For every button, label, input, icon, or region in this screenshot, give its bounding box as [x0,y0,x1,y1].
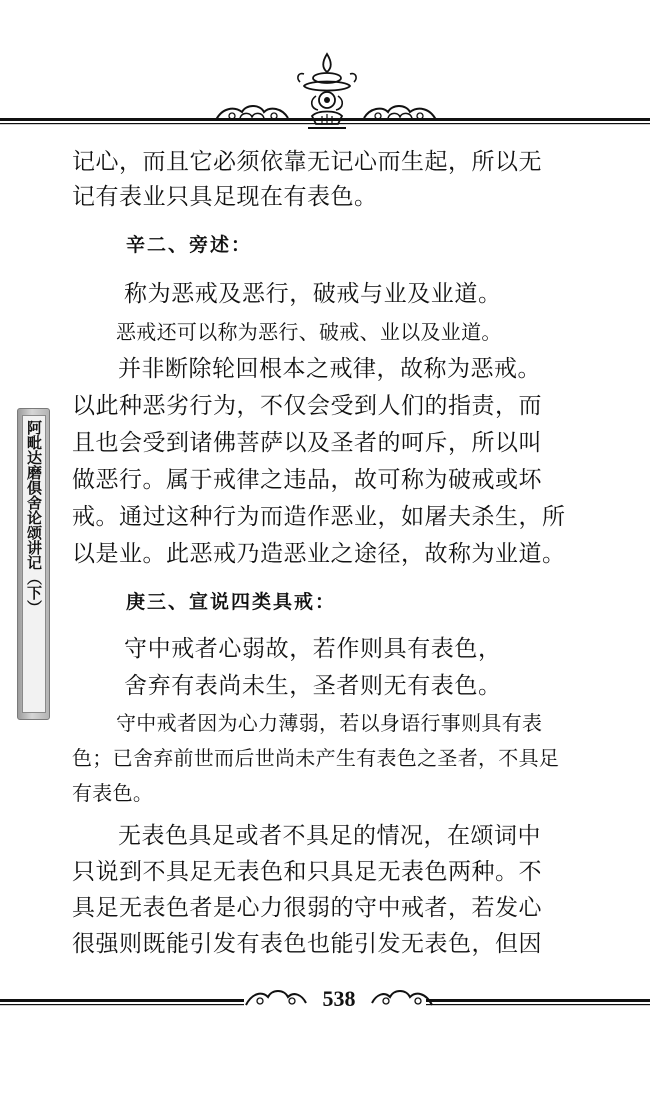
verse-line: 称为恶戒及恶行，破戒与业及业道。 [124,281,502,307]
side-title-frame [22,415,46,713]
paragraph-line: 很强则既能引发有表色也能引发无表色，但因 [72,931,542,957]
paragraph-line: 以此种恶劣行为，不仅会受到人们的指责，而 [72,393,542,419]
paragraph-line: 无表色具足或者不具足的情况，在颂词中 [118,823,541,849]
commentary-line: 恶戒还可以称为恶行、破戒、业以及业道。 [116,320,502,344]
paragraph-line: 并非断除轮回根本之戒律，故称为恶戒。 [118,356,541,382]
footer-rule [0,998,244,1008]
paragraph-line: 只说到不具足无表色和只具足无表色两种。不 [72,859,542,885]
commentary-line: 守中戒者因为心力薄弱，若以身语行事则具有表 [116,711,543,735]
paragraph-line: 以是业。此恶戒乃造恶业之途径，故称为业道。 [72,541,566,567]
cloud-ornament-icon [360,100,440,124]
commentary-line: 色；已舍弃前世而后世尚未产生有表色之圣者，不具足 [72,746,560,770]
paragraph-line: 且也会受到诸佛菩萨以及圣者的呵斥，所以叫 [72,430,542,456]
book-title: 阿毗达磨俱舍论颂讲记（下） [25,420,43,615]
section-heading: 辛二、旁述： [126,234,253,256]
cloud-ornament-icon [244,985,308,1009]
section-heading: 庚三、宣说四类具戒： [126,591,337,613]
footer-rule [426,998,650,1008]
paragraph-line: 记心，而且它必须依靠无记心而生起，所以无 [72,149,542,175]
paragraph-line: 记有表业只具足现在有表色。 [72,184,378,210]
side-title-tab [17,408,50,720]
commentary-line: 有表色。 [72,781,154,805]
page-number: 538 [322,986,356,1011]
cloud-ornament-icon [370,985,434,1009]
verse-line: 守中戒者心弱故，若作则具有表色， [124,636,502,662]
paragraph-line: 做恶行。属于戒律之违品，故可称为破戒或坏 [72,467,542,493]
paragraph-line: 戒。通过这种行为而造作恶业，如屠夫杀生，所 [72,504,566,530]
dharma-emblem-icon [292,52,362,134]
verse-line: 舍弃有表尚未生，圣者则无有表色。 [124,673,502,699]
cloud-ornament-icon [212,100,292,124]
paragraph-line: 具足无表色者是心力很弱的守中戒者，若发心 [72,895,542,921]
